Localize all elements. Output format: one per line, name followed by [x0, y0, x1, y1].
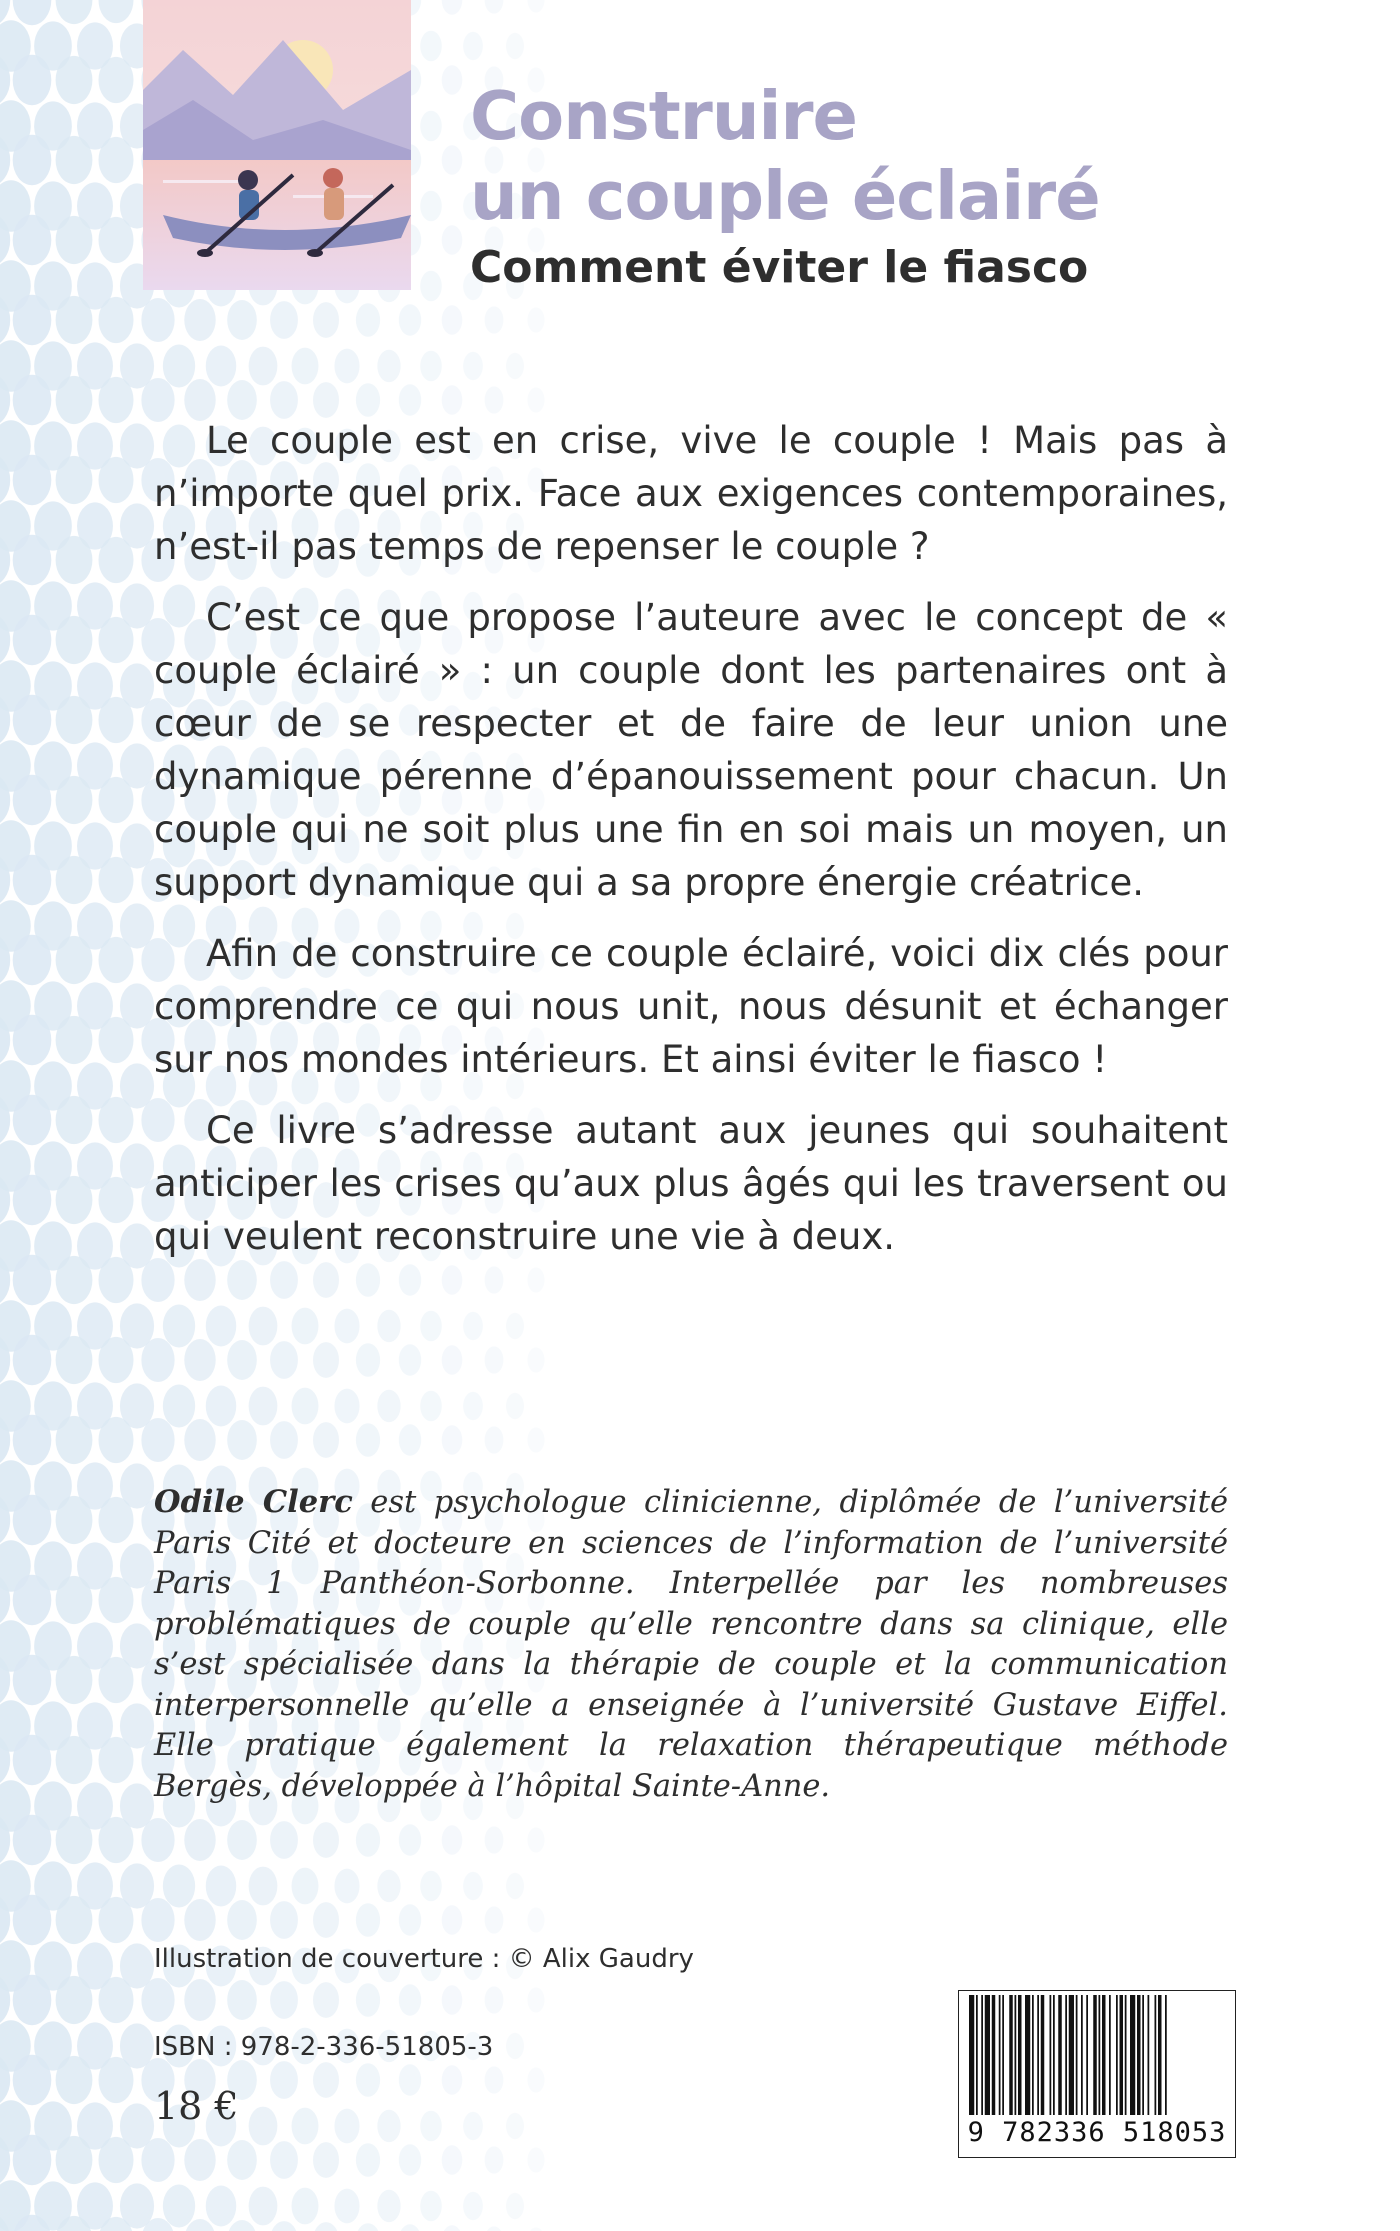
back-cover-blurb — [154, 414, 1228, 1281]
book-subtitle: Comment éviter le fiasco — [470, 242, 1089, 293]
price: 18 € — [154, 2084, 239, 2128]
blurb-paragraph-2: C’est ce que propose l’auteure avec le concept de « couple éclairé » : un couple dont les partenaires ont à cœur de se respecter et de faire de leur union une dynamique pérenne d’épanouissement pour chacun. Un couple qui ne soit plus une fin en soi mais un moyen, un support dynamique qui a sa propre énergie créatrice. — [154, 596, 1228, 904]
illustration-credit: Illustration de couverture : © Alix Gaudry — [154, 1944, 694, 1974]
author-name: Odile Clerc — [154, 1484, 353, 1520]
isbn: ISBN : 978-2-336-51805-3 — [154, 2032, 494, 2062]
couple-kayaking-illustration-icon — [143, 0, 411, 290]
author-bio — [154, 1482, 1228, 1807]
cover-thumbnail — [143, 0, 411, 290]
title-line-1: Construire — [470, 77, 857, 155]
ean13-barcode-icon — [967, 1995, 1227, 2115]
blurb-paragraph-1: Le couple est en crise, vive le couple ! Mais pas à n’importe quel prix. Face aux exigences contemporaines, n’est-il pas temps de repenser le couple ? — [154, 419, 1228, 568]
title-line-2: un couple éclairé — [470, 157, 1100, 235]
blurb-paragraph-3: Afin de construire ce couple éclairé, voici dix clés pour comprendre ce qui nous unit, nous désunit et échanger sur nos mondes intérieurs. Et ainsi éviter le fiasco ! — [154, 932, 1228, 1081]
author-bio-text: est psychologue clinicienne, diplômée de l’université Paris Cité et docteure en sciences de l’information de l’université Paris 1 Panthéon-Sorbonne. Interpellée par les nombreuses problématiques de couple qu’elle rencontre dans sa clinique, elle s’est spécialisée dans la thérapie de couple et la communication interpersonnelle qu’elle a enseignée à l’université Gustave Eiffel. Elle pratique également la relaxation thérapeutique méthode Bergès, développée à l’hôpital Sainte-Anne. — [154, 1485, 1228, 1804]
barcode-digits: 9 782336 518053 — [967, 2117, 1227, 2148]
barcode — [958, 1990, 1236, 2158]
blurb-paragraph-4: Ce livre s’adresse autant aux jeunes qui souhaitent anticiper les crises qu’aux plus âgés qui les traversent ou qui veulent reconstruire une vie à deux. — [154, 1109, 1228, 1258]
book-title — [470, 76, 1350, 236]
